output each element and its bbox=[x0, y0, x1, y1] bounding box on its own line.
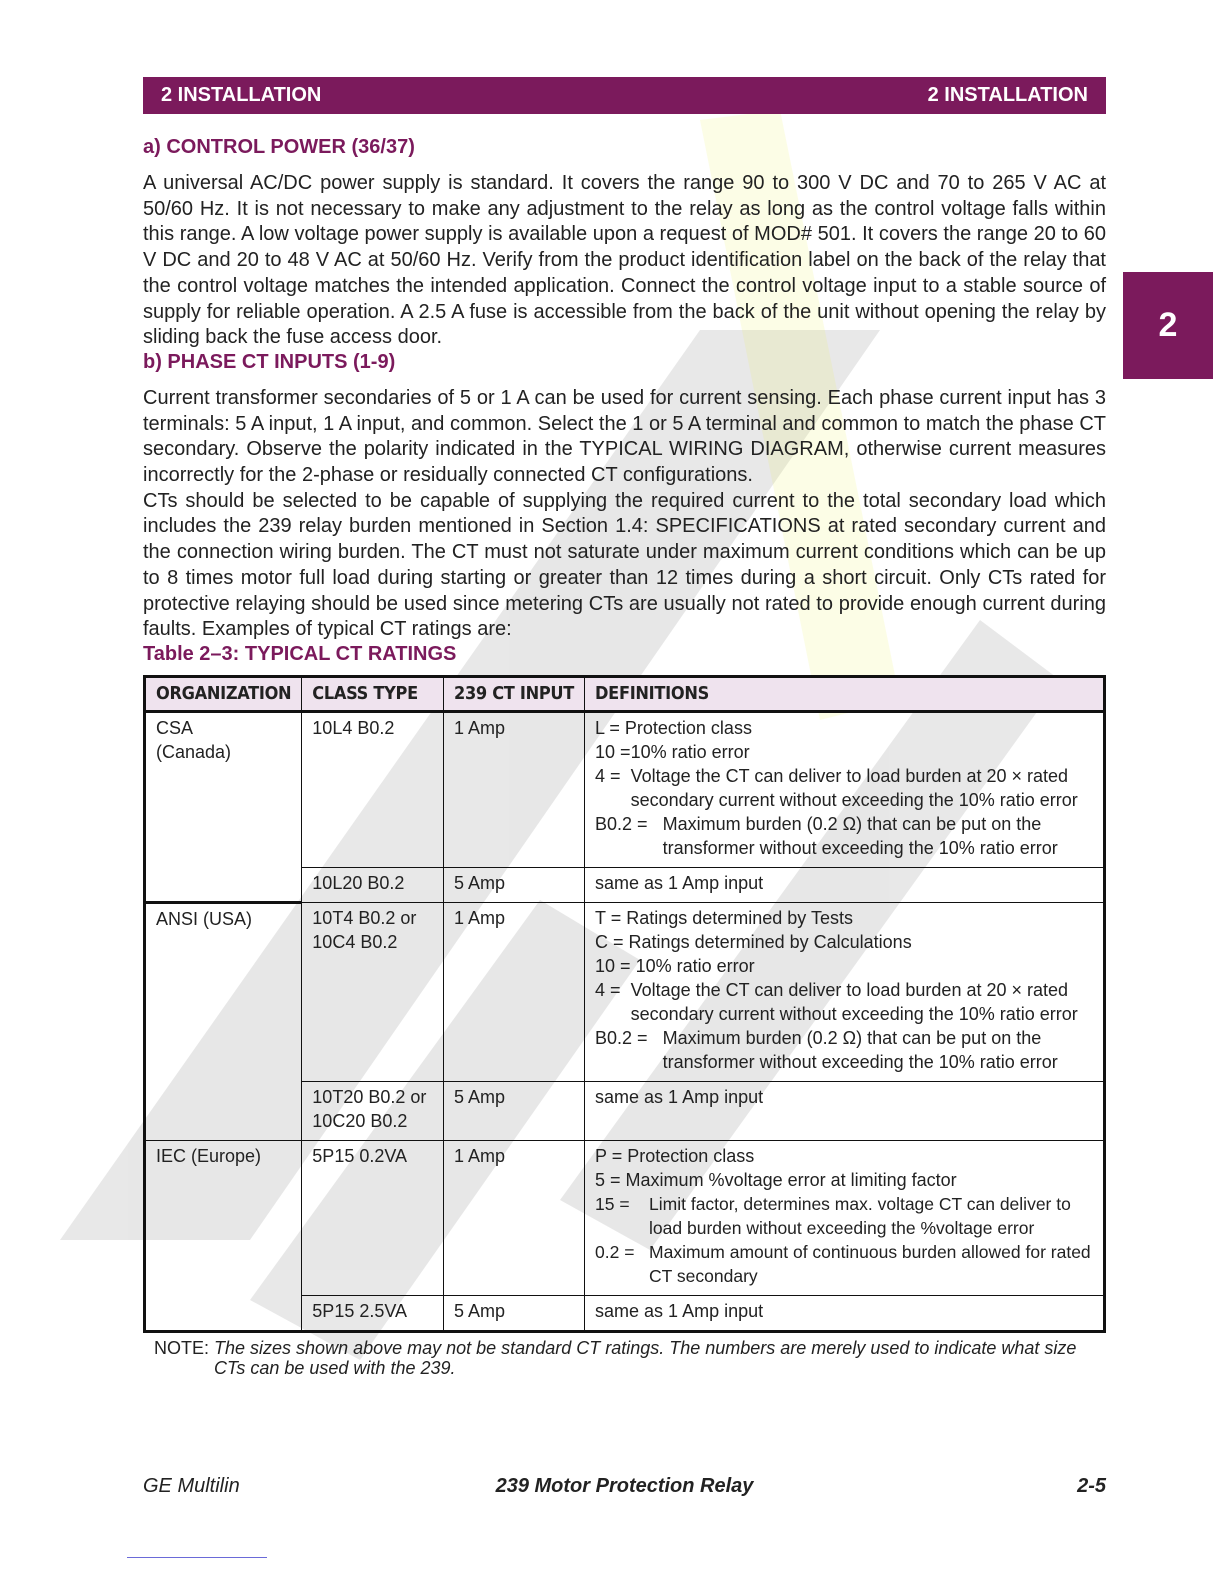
section-a-paragraph: A universal AC/DC power supply is standard. It covers the range 90 to 300 V DC and 70 to 265 V AC at 50/60 Hz. It is not necessary to make any adjustment to the relay as long as the control voltage falls within this range. A low voltage power supply is available upon a request of MOD# 501. It covers the range 20 to 60 V DC and 20 to 48 V AC at 50/60 Hz. Verify from the product identification label on the back of the relay that the control voltage matches the intended application. Connect the control voltage input to a stable source of supply for reliable operation. A 2.5 A fuse is accessible from the back of the unit without opening the relay by sliding back the fuse access door. bbox=[143, 172, 1106, 349]
class-type-cell: 5P15 0.2VA bbox=[302, 1140, 444, 1295]
definitions-cell bbox=[585, 902, 1105, 1081]
definition-key: 4 = bbox=[595, 765, 631, 786]
header-organization: ORGANIZATION bbox=[145, 676, 302, 711]
definition-line bbox=[595, 764, 1093, 812]
note-label: NOTE: bbox=[154, 1337, 210, 1358]
header-ct-input: 239 CT INPUT bbox=[443, 676, 584, 711]
footer-title: 239 Motor Protection Relay bbox=[495, 1475, 754, 1497]
bottom-divider bbox=[127, 1557, 267, 1558]
ct-input-cell: 5 Amp bbox=[443, 1081, 584, 1140]
definition-line bbox=[595, 978, 1093, 1026]
chapter-side-tab: 2 bbox=[1123, 272, 1213, 379]
table-row bbox=[145, 902, 1105, 1081]
header-definitions: DEFINITIONS bbox=[585, 676, 1105, 711]
table-note bbox=[143, 1338, 1106, 1378]
org-iec: IEC (Europe) bbox=[145, 1140, 302, 1331]
definitions-cell: same as 1 Amp input bbox=[585, 1295, 1105, 1331]
page-content bbox=[143, 136, 1106, 1378]
definition-line: L = Protection class bbox=[595, 717, 752, 738]
definition-line bbox=[595, 1026, 1093, 1074]
section-b-paragraph-2: CTs should be selected to be capable of supplying the required current to the total secondary load which includes the 239 relay burden mentioned in Section 1.4: SPECIFICATIONS at rated secondary current and the connection wiring burden. The CT must not saturate under maximum current conditions which can be up to 8 times motor full load during starting or greater than 12 times during a short circuit. Only CTs rated for protective relaying should be used since metering CTs are usually not rated to provide enough current during faults. Examples of typical CT ratings are: bbox=[143, 489, 1106, 641]
ct-input-cell: 5 Amp bbox=[443, 1295, 584, 1331]
definition-key: B0.2 = bbox=[595, 1027, 663, 1048]
definition-key: 15 = bbox=[595, 1193, 650, 1214]
header-class-type: CLASS TYPE bbox=[302, 676, 444, 711]
definition-line: C = Ratings determined by Calculations bbox=[595, 931, 912, 952]
section-b-paragraph-1: Current transformer secondaries of 5 or 1 A can be used for current sensing. Each phase current input has 3 terminals: 5 A input, 1 A input, and common. Select the 1 or 5 A terminal and common to match the phase CT secondary. Observe the polarity indicated in the TYPICAL WIRING DIAGRAM, otherwise current measures incorrectly for the 2-phase or residually connected CT configurations. bbox=[143, 386, 1106, 487]
table-row bbox=[145, 711, 1105, 867]
footer-page-number: 2-5 bbox=[1077, 1475, 1106, 1497]
definition-line: 5 = Maximum %voltage error at limiting factor bbox=[595, 1169, 957, 1190]
class-type-cell: 10L20 B0.2 bbox=[302, 867, 444, 902]
definition-text: Maximum amount of continuous burden allowed for rated CT secondary bbox=[649, 1241, 1091, 1286]
ct-input-cell: 1 Amp bbox=[443, 902, 584, 1081]
definitions-cell: same as 1 Amp input bbox=[585, 1081, 1105, 1140]
table-header-row bbox=[145, 676, 1105, 711]
table-title: Table 2–3: TYPICAL CT RATINGS bbox=[143, 642, 457, 665]
definition-line: 10 = 10% ratio error bbox=[595, 955, 755, 976]
chapter-header-bar bbox=[143, 77, 1106, 114]
definition-line bbox=[595, 812, 1093, 860]
page-footer bbox=[143, 1475, 1106, 1501]
definition-text: Maximum burden (0.2 Ω) that can be put on the transformer without exceeding the 10% ratio error bbox=[662, 813, 1058, 858]
class-type-cell: 5P15 2.5VA bbox=[302, 1295, 444, 1331]
ct-input-cell: 1 Amp bbox=[443, 1140, 584, 1295]
ct-ratings-table bbox=[143, 675, 1106, 1333]
definition-line bbox=[595, 1192, 1093, 1240]
section-a-heading: a) CONTROL POWER (36/37) bbox=[143, 136, 415, 158]
class-type-cell: 10L4 B0.2 bbox=[302, 711, 444, 867]
header-left: 2 INSTALLATION bbox=[161, 84, 322, 106]
definition-line: P = Protection class bbox=[595, 1145, 755, 1166]
definition-text: Limit factor, determines max. voltage CT can deliver to load burden without exceeding the %voltage error bbox=[649, 1193, 1071, 1238]
header-right: 2 INSTALLATION bbox=[927, 84, 1088, 106]
definition-key: 0.2 = bbox=[595, 1241, 650, 1262]
definitions-cell: same as 1 Amp input bbox=[585, 867, 1105, 902]
footer-company: GE Multilin bbox=[143, 1475, 240, 1497]
definition-text: Voltage the CT can deliver to load burden at 20 × rated secondary current without exceeding the 10% ratio error bbox=[630, 765, 1078, 810]
definition-line: 10 =10% ratio error bbox=[595, 741, 750, 762]
definition-line bbox=[595, 1240, 1093, 1288]
org-csa: CSA (Canada) bbox=[145, 711, 302, 902]
class-type-cell: 10T4 B0.2 or 10C4 B0.2 bbox=[302, 902, 444, 1081]
definition-line: T = Ratings determined by Tests bbox=[595, 907, 853, 928]
ct-input-cell: 1 Amp bbox=[443, 711, 584, 867]
table-row bbox=[145, 1140, 1105, 1295]
definition-text: Maximum burden (0.2 Ω) that can be put on the transformer without exceeding the 10% ratio error bbox=[662, 1027, 1058, 1072]
section-b-heading: b) PHASE CT INPUTS (1-9) bbox=[143, 350, 396, 373]
definitions-cell bbox=[585, 1140, 1105, 1295]
org-ansi: ANSI (USA) bbox=[145, 902, 302, 1140]
definition-key: 4 = bbox=[595, 979, 631, 1000]
ct-input-cell: 5 Amp bbox=[443, 867, 584, 902]
definition-key: B0.2 = bbox=[595, 813, 663, 834]
note-text: The sizes shown above may not be standard CT ratings. The numbers are merely used to indicate what size CTs can be used with the 239. bbox=[214, 1337, 1077, 1378]
class-type-cell: 10T20 B0.2 or 10C20 B0.2 bbox=[302, 1081, 444, 1140]
definition-text: Voltage the CT can deliver to load burden at 20 × rated secondary current without exceeding the 10% ratio error bbox=[630, 979, 1078, 1024]
definitions-cell bbox=[585, 711, 1105, 867]
